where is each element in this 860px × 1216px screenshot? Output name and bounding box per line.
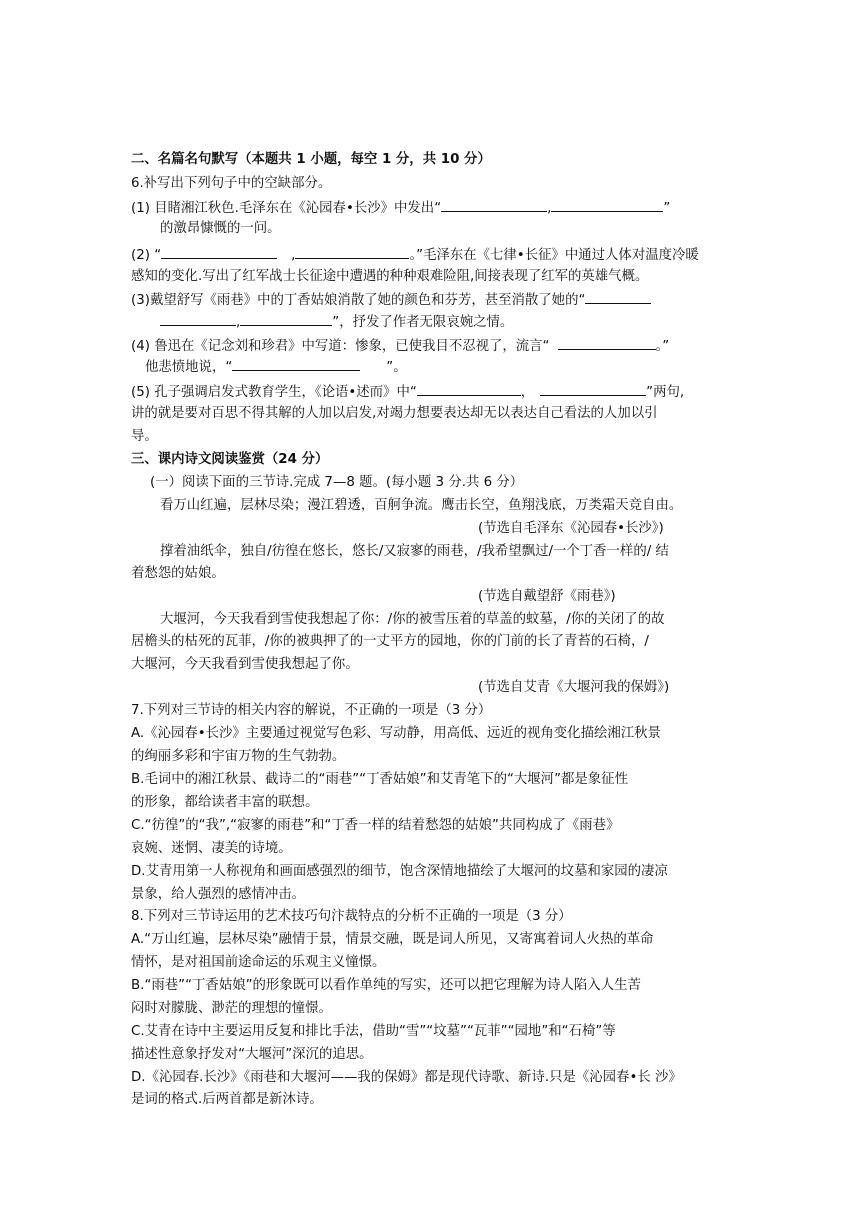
q6-item2-cont: 感知的变化.写出了红军战士长征途中遭遇的种种艰难险阻,间接表现了红军的英雄气概。 <box>131 269 649 284</box>
q6-item4: (4) 鲁迅在《记念刘和珍君》中写道：惨象，已使我目不忍视了，流言“ 。” <box>131 339 670 354</box>
answer-blank[interactable] <box>232 358 360 371</box>
poem1-text: 看万山红遍，层林尽染；漫江碧透，百舸争流。鹰击长空，鱼翔浅底，万类霜天竞自由。 <box>160 498 683 513</box>
q7-option-a-cont: 的绚丽多彩和宇宙万物的生气勃勃。 <box>131 749 346 764</box>
q6-item4-cont: 他悲愤地说，“ ”。 <box>145 360 407 375</box>
answer-blank[interactable] <box>295 246 409 259</box>
poem2-text: 撑着油纸伞，独自/彷徨在悠长，悠长/又寂寥的雨巷，/我希望飘过/一个丁香一样的/ 结 <box>160 544 669 559</box>
q7-option-d: D.艾青用第一人称视角和画面感强烈的细节，饱含深情地描绘了大堰河的坟墓和家园的凄凉 <box>131 864 668 879</box>
answer-blank[interactable] <box>551 199 663 212</box>
q8-option-a: A.“万山红遍，层林尽染”融情于景，情景交融，既是词人所见，又寄寓着词人火热的革命 <box>131 932 654 947</box>
q6-item1-cont: 的激昂慷慨的一问。 <box>160 221 281 236</box>
q6-item1: (1) 目睹湘江秋色.毛泽东在《沁园春•长沙》中发出“ , ” <box>131 201 671 216</box>
answer-blank[interactable] <box>240 313 332 326</box>
q6-item3-cont: , ”，抒发了作者无限哀婉之情。 <box>160 313 513 331</box>
q8-option-d: D.《沁园春.长沙》《雨巷和大堰河——我的保姆》都是现代诗歌、新诗.只是《沁园春•长 沙》 <box>131 1070 682 1085</box>
poem2-source: (节选自戴望舒《雨巷》) <box>478 589 616 604</box>
q7-option-b: B.毛词中的湘江秋景、截诗二的“雨巷”“丁香姑娘”和艾青笔下的“大堰河”都是象征性 <box>131 772 628 787</box>
poem1-source: (节选自毛泽东《沁园春•长沙》) <box>478 521 664 536</box>
q7-option-c-cont: 哀婉、迷惘、凄美的诗境。 <box>131 841 292 856</box>
q8-option-a-cont: 情怀，是对祖国前途命运的乐观主义憧憬。 <box>131 955 386 970</box>
section3-heading: 三、课内诗文阅读鉴赏（24 分） <box>131 452 329 467</box>
answer-blank[interactable] <box>161 246 277 259</box>
q8-option-b: B.“雨巷”“丁香姑娘”的形象既可以看作单纯的写实，还可以把它理解为诗人陷入人生苦 <box>131 978 641 993</box>
answer-blank[interactable] <box>441 199 547 212</box>
q8-option-d-cont: 是词的格式.后两首都是新沐诗。 <box>131 1092 323 1107</box>
q7-option-c: C.“彷徨”的“我”,“寂寥的雨巷”和“丁香一样的结着愁怨的姑娘”共同构成了《雨巷》 <box>131 818 620 833</box>
q6-item5: (5) 孔子强调启发式教育学生，《论语•述而》中“ ， ”两句, <box>131 385 685 400</box>
q6-item2: (2) “ , 。”毛泽东在《七律•长征》中通过人体对温度冷暖 <box>131 248 699 263</box>
poem2-text-cont: 着愁怨的姑娘。 <box>131 566 225 581</box>
q7-option-d-cont: 景象，给人强烈的感情冲击。 <box>131 887 306 902</box>
q7-option-a: A.《沁园春•长沙》主要通过视觉写色彩、写动静，用高低、远近的视角变化描绘湘江秋景 <box>131 726 661 741</box>
answer-blank[interactable] <box>417 383 521 396</box>
poem3-text: 大堰河，今天我看到雪使我想起了你：/你的被雪压着的草盖的蚊墓，/你的关闭了的故 <box>160 612 665 627</box>
answer-blank[interactable] <box>585 291 651 304</box>
q6-stem: 6.补写出下列句子中的空缺部分。 <box>131 176 332 191</box>
q6-item3: (3)戴望舒写《雨巷》中的丁香姑娘消散了她的颜色和芬芳，甚至消散了她的“ <box>131 291 651 309</box>
reading-intro: (一）阅读下面的三节诗.完成 7—8 题。(每小题 3 分.共 6 分） <box>150 475 524 490</box>
answer-blank[interactable] <box>540 383 646 396</box>
section2-heading: 二、名篇名句默写（本题共 1 小题，每空 1 分，共 10 分） <box>131 152 491 167</box>
q8-option-c: C.艾青在诗中主要运用反复和排比手法，借助“雪”“坟墓”“瓦菲”“园地”和“石椅”等 <box>131 1024 616 1039</box>
answer-blank[interactable] <box>160 313 236 326</box>
q7-option-b-cont: 的形象，都给读者丰富的联想。 <box>131 795 319 810</box>
q8-option-b-cont: 闷时对朦胧、渺茫的理想的憧憬。 <box>131 1001 332 1016</box>
q8-stem: 8.下列对三节诗运用的艺术技巧句汴裁特点的分析不正确的一项是（3 分） <box>131 909 572 924</box>
poem3-text-cont: 居檐头的枯死的瓦菲，/你的被典押了的一丈平方的园地，你的门前的长了青苔的石椅，/ <box>131 634 649 649</box>
q6-item5-cont: 讲的就是要对百思不得其解的人加以启发,对竭力想要表达却无以表达自己看法的人加以引 <box>131 406 658 421</box>
q7-stem: 7.下列对三节诗的相关内容的解说，不正确的一项是（3 分） <box>131 703 492 718</box>
q6-item5-cont2: 导。 <box>131 429 158 444</box>
poem3-source: (节选自艾青《大堰河我的保姆》) <box>478 680 670 695</box>
answer-blank[interactable] <box>558 337 656 350</box>
poem3-text-cont2: 大堰河，今天我看到雪使我想起了你。 <box>131 657 359 672</box>
q6-item1-text: (1) 目睹湘江秋色.毛泽东在《沁园春•长沙》中发出“ <box>131 201 442 216</box>
q8-option-c-cont: 描述性意象抒发对“大堰河”深沉的追思。 <box>131 1047 373 1062</box>
